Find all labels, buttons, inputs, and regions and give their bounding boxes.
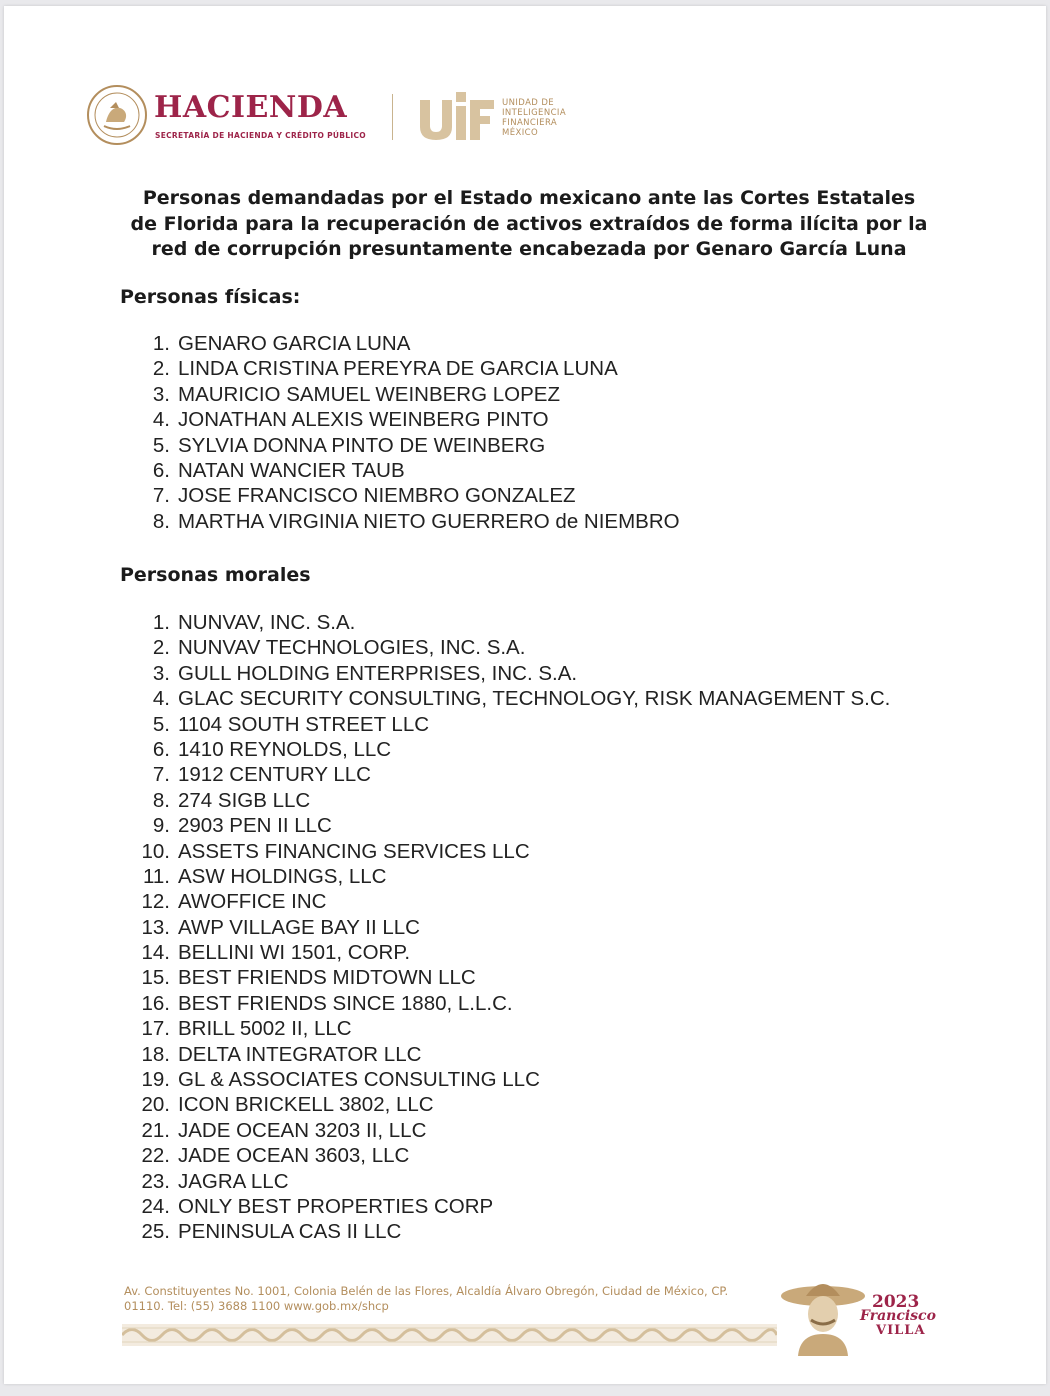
list-item-number: 4.	[152, 408, 170, 432]
list-item-number: 21.	[141, 1118, 170, 1142]
list-item-number: 15.	[141, 966, 170, 990]
list-item-number: 13.	[141, 915, 170, 939]
list-item-number: 16.	[141, 991, 170, 1015]
list-item-text: JADE OCEAN 3203 II, LLC	[178, 1118, 427, 1142]
list-item-text: 2903 PEN II LLC	[178, 814, 332, 838]
uif-logo-icon	[418, 92, 498, 140]
list-item-number: 2.	[152, 357, 170, 381]
list-item-text: GENARO GARCIA LUNA	[178, 332, 411, 355]
personas-morales-heading: Personas morales	[120, 564, 311, 586]
list-item-number: 5.	[152, 433, 170, 457]
list-item-text: BEST FRIENDS SINCE 1880, L.L.C.	[178, 991, 513, 1015]
list-item-text: NATAN WANCIER TAUB	[178, 458, 405, 482]
list-item-text: DELTA INTEGRATOR LLC	[178, 1042, 422, 1066]
villa-surname-label: VILLA	[876, 1323, 926, 1338]
list-item-number: 8.	[152, 788, 170, 812]
list-item-number: 25.	[141, 1220, 170, 1244]
mexico-seal-icon	[86, 84, 148, 146]
list-item-text: BEST FRIENDS MIDTOWN LLC	[178, 966, 476, 990]
list-item-number: 2.	[152, 636, 170, 660]
list-item-text: 1410 REYNOLDS, LLC	[178, 737, 392, 761]
list-item-number: 17.	[141, 1017, 170, 1041]
footer-address: Av. Constituyentes No. 1001, Colonia Belén de las Flores, Alcaldía Álvaro Obregón, Ciudad de México, CP. 01110. Tel: (55) 3688 1100 www.gob.mx/shcp	[124, 1284, 729, 1313]
list-item-number: 19.	[141, 1068, 170, 1092]
list-item-number: 3.	[152, 382, 170, 406]
list-item-text: NUNVAV TECHNOLOGIES, INC. S.A.	[178, 636, 526, 660]
list-item-number: 1.	[152, 611, 170, 634]
list-item-text: BRILL 5002 II, LLC	[178, 1017, 352, 1041]
list-item-number: 6.	[152, 458, 170, 482]
list-item-text: SYLVIA DONNA PINTO DE WEINBERG	[178, 433, 546, 457]
list-item-text: JADE OCEAN 3603, LLC	[178, 1144, 410, 1168]
francisco-villa-portrait-icon	[778, 1276, 868, 1356]
list-item-text: MARTHA VIRGINIA NIETO GUERRERO de NIEMBRO	[178, 509, 680, 533]
personas-fisicas-heading: Personas físicas:	[120, 286, 301, 308]
list-item-number: 1.	[152, 332, 170, 355]
villa-name-label: Francisco	[860, 1308, 936, 1324]
decorative-pattern-band	[122, 1324, 777, 1346]
uif-text: UNIDAD DE INTELIGENCIA FINANCIERA MÉXICO	[502, 98, 567, 138]
list-item-text: JAGRA LLC	[178, 1169, 289, 1193]
hacienda-logo-text: HACIENDA	[154, 90, 348, 125]
list-item-text: 1912 CENTURY LLC	[178, 763, 371, 787]
list-item-text: LINDA CRISTINA PEREYRA DE GARCIA LUNA	[178, 357, 618, 381]
list-item-number: 11.	[143, 864, 170, 888]
list-item-text: ICON BRICKELL 3802, LLC	[178, 1093, 434, 1117]
list-item-number: 9.	[152, 814, 170, 838]
document-page	[4, 6, 1046, 1384]
list-item-text: ASW HOLDINGS, LLC	[178, 864, 387, 888]
year-label: 2023	[872, 1292, 920, 1312]
list-item-text: 274 SIGB LLC	[178, 788, 311, 812]
list-item-text: BELLINI WI 1501, CORP.	[178, 941, 411, 965]
list-item-number: 7.	[152, 763, 170, 787]
list-item-text: MAURICIO SAMUEL WEINBERG LOPEZ	[178, 382, 560, 406]
list-item-number: 10.	[141, 839, 170, 863]
list-item-text: AWP VILLAGE BAY II LLC	[178, 915, 420, 939]
letterhead	[86, 84, 606, 154]
list-item-number: 7.	[152, 484, 170, 508]
list-item-text: 1104 SOUTH STREET LLC	[178, 712, 430, 736]
list-item-number: 20.	[141, 1093, 170, 1117]
list-item-text: ONLY BEST PROPERTIES CORP	[178, 1194, 494, 1218]
list-item-text: GULL HOLDING ENTERPRISES, INC. S.A.	[178, 661, 578, 685]
logo-divider	[392, 94, 393, 140]
list-item-text: JONATHAN ALEXIS WEINBERG PINTO	[178, 408, 549, 432]
list-item-number: 18.	[141, 1042, 170, 1066]
list-item-number: 12.	[141, 890, 170, 914]
hacienda-subtitle: SECRETARÍA DE HACIENDA Y CRÉDITO PÚBLICO	[155, 131, 366, 140]
list-item-text: JOSE FRANCISCO NIEMBRO GONZALEZ	[178, 484, 576, 508]
list-item-text: GL & ASSOCIATES CONSULTING LLC	[178, 1068, 540, 1092]
list-item-number: 14.	[141, 941, 170, 965]
list-item-number: 6.	[152, 737, 170, 761]
list-item-text: NUNVAV, INC. S.A.	[178, 611, 356, 634]
document-title: Personas demandadas por el Estado mexicano ante las Cortes Estatales de Florida para la recuperación de activos extraídos de forma ilícita por la red de corrupción presuntamente encabezada por Genaro García Luna	[130, 187, 928, 260]
list-item-number: 5.	[152, 712, 170, 736]
list-item-number: 22.	[141, 1144, 170, 1168]
list-item-text: GLAC SECURITY CONSULTING, TECHNOLOGY, RISK MANAGEMENT S.C.	[178, 687, 891, 711]
list-item-number: 23.	[141, 1169, 170, 1193]
list-item-number: 3.	[152, 661, 170, 685]
list-item-number: 24.	[141, 1194, 170, 1218]
list-item-number: 4.	[152, 687, 170, 711]
list-item-text: AWOFFICE INC	[178, 890, 327, 914]
list-item-text: ASSETS FINANCING SERVICES LLC	[178, 839, 530, 863]
list-item-text: PENINSULA CAS II LLC	[178, 1220, 402, 1244]
list-item-number: 8.	[152, 509, 170, 533]
